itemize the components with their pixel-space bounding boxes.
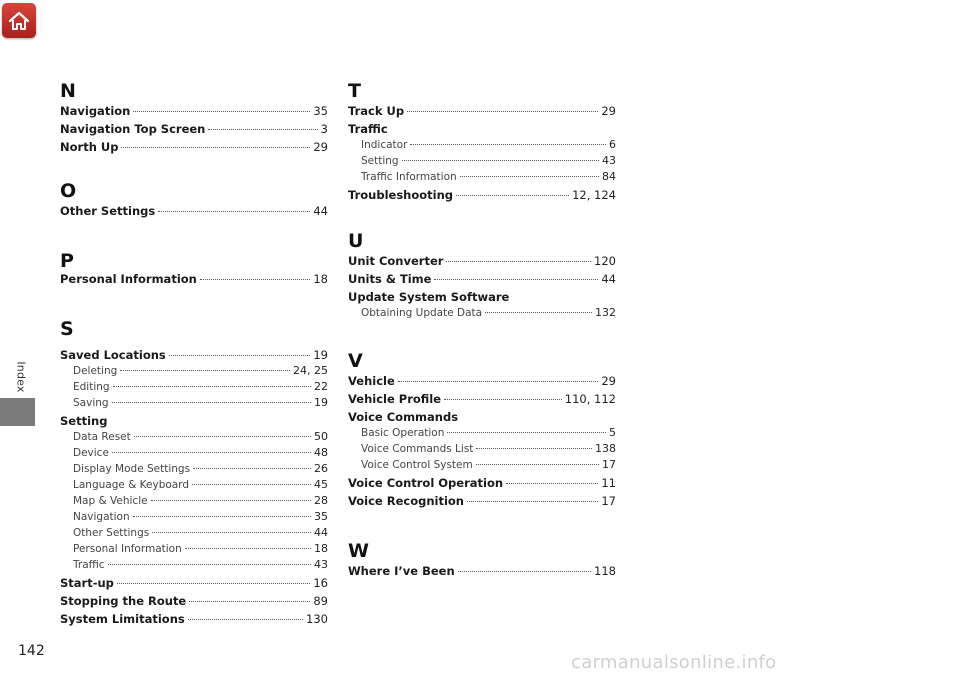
entry-page-link[interactable]: 11 xyxy=(601,476,616,490)
index-letter-heading: V xyxy=(348,350,363,372)
entry-term: Other Settings xyxy=(73,527,150,539)
entry-page-link[interactable]: 18 xyxy=(314,542,328,555)
index-subentry[interactable] xyxy=(73,446,328,459)
dot-leader xyxy=(456,195,569,196)
entry-term: Navigation xyxy=(60,104,131,118)
dot-leader xyxy=(185,548,311,549)
entry-page-link[interactable]: 22 xyxy=(314,380,328,393)
side-label-text: Index xyxy=(14,361,28,393)
index-entry[interactable] xyxy=(348,494,616,508)
dot-leader xyxy=(121,147,310,148)
entry-page-link[interactable]: 44 xyxy=(601,272,616,286)
index-subentry[interactable] xyxy=(73,526,328,539)
entry-page-link[interactable]: 43 xyxy=(602,154,616,167)
dot-leader xyxy=(402,160,599,161)
entry-term: Navigation xyxy=(73,511,130,523)
index-entry[interactable] xyxy=(348,374,616,388)
index-entry[interactable] xyxy=(60,414,328,428)
entry-term: Update System Software xyxy=(348,290,510,304)
entry-page-link[interactable]: 16 xyxy=(313,576,328,590)
index-letter-heading: O xyxy=(60,180,77,202)
entry-page-link[interactable]: 35 xyxy=(314,510,328,523)
entry-term: Vehicle xyxy=(348,374,395,388)
entry-page-link[interactable]: 48 xyxy=(314,446,328,459)
entry-page-link[interactable]: 35 xyxy=(313,104,328,118)
entry-term: Voice Commands List xyxy=(361,443,474,455)
dot-leader xyxy=(506,483,598,484)
entry-page-link[interactable]: 29 xyxy=(313,140,328,154)
entry-term: Data Reset xyxy=(73,431,131,443)
index-entry[interactable] xyxy=(348,410,616,424)
index-subentry[interactable] xyxy=(73,558,328,571)
entry-page-link[interactable]: 28 xyxy=(314,494,328,507)
dot-leader xyxy=(410,144,606,145)
dot-leader xyxy=(398,381,599,382)
dot-leader xyxy=(151,500,311,501)
index-entry[interactable] xyxy=(348,122,616,136)
side-section-label xyxy=(4,357,38,397)
dot-leader xyxy=(407,111,598,112)
entry-term: Map & Vehicle xyxy=(73,495,148,507)
entry-page-link[interactable]: 5 xyxy=(609,426,616,439)
entry-term: Obtaining Update Data xyxy=(361,307,483,319)
dot-leader xyxy=(189,601,310,602)
index-tab-marker[interactable] xyxy=(0,398,35,426)
entry-term: Traffic xyxy=(348,122,388,136)
entry-page-link[interactable]: 110, 112 xyxy=(564,392,616,406)
entry-page-link[interactable]: 12, 124 xyxy=(572,188,616,202)
index-subentry[interactable] xyxy=(73,494,328,507)
entry-page-link[interactable]: 44 xyxy=(314,526,328,539)
dot-leader xyxy=(188,619,303,620)
index-subentry[interactable] xyxy=(73,364,328,377)
entry-term: Indicator xyxy=(361,139,408,151)
index-subentry[interactable] xyxy=(73,510,328,523)
dot-leader xyxy=(134,436,311,437)
index-entry[interactable] xyxy=(348,104,616,118)
entry-term: System Limitations xyxy=(60,612,185,626)
entry-page-link[interactable]: 17 xyxy=(602,458,616,471)
dot-leader xyxy=(476,464,599,465)
dot-leader xyxy=(434,279,598,280)
index-subentry[interactable] xyxy=(361,170,616,183)
index-subentry[interactable] xyxy=(73,380,328,393)
entry-term: Setting xyxy=(361,155,399,167)
entry-page-link[interactable]: 19 xyxy=(314,396,328,409)
entry-term: Saved Locations xyxy=(60,348,166,362)
index-entry[interactable] xyxy=(60,272,328,286)
index-entry[interactable] xyxy=(348,188,616,202)
entry-term: Device xyxy=(73,447,109,459)
entry-term: Track Up xyxy=(348,104,405,118)
dot-leader xyxy=(169,355,311,356)
index-letter-heading: P xyxy=(60,250,74,272)
entry-page-link[interactable]: 120 xyxy=(594,254,616,268)
entry-term: Traffic xyxy=(73,559,105,571)
index-entry[interactable] xyxy=(60,122,328,136)
index-subentry[interactable] xyxy=(361,458,616,471)
entry-page-link[interactable]: 45 xyxy=(314,478,328,491)
dot-leader xyxy=(112,402,311,403)
entry-term: Setting xyxy=(60,414,108,428)
index-letter-heading: W xyxy=(348,540,369,562)
dot-leader xyxy=(200,279,311,280)
entry-page-link[interactable]: 43 xyxy=(314,558,328,571)
dot-leader xyxy=(467,501,598,502)
entry-page-link[interactable]: 19 xyxy=(313,348,328,362)
entry-term: Vehicle Profile xyxy=(348,392,442,406)
entry-page-link[interactable]: 89 xyxy=(313,594,328,608)
dot-leader xyxy=(113,386,311,387)
entry-page-link[interactable]: 118 xyxy=(594,564,616,578)
entry-term: Voice Recognition xyxy=(348,494,464,508)
entry-term: Unit Converter xyxy=(348,254,444,268)
watermark: carmanualsonline.info xyxy=(571,652,777,673)
entry-page-link[interactable]: 130 xyxy=(306,612,328,626)
index-entry[interactable] xyxy=(348,272,616,286)
index-letter-heading: N xyxy=(60,80,76,102)
dot-leader xyxy=(108,564,311,565)
entry-term: Basic Operation xyxy=(361,427,445,439)
dot-leader xyxy=(112,452,311,453)
index-entry[interactable] xyxy=(60,204,328,218)
entry-page-link[interactable]: 6 xyxy=(609,138,616,151)
index-letter-heading: S xyxy=(60,318,74,340)
entry-term: Voice Control Operation xyxy=(348,476,504,490)
dot-leader xyxy=(133,516,311,517)
dot-leader xyxy=(192,484,311,485)
dot-leader xyxy=(458,571,591,572)
index-entry[interactable] xyxy=(348,254,616,268)
entry-page-link[interactable]: 29 xyxy=(601,104,616,118)
entry-term: Personal Information xyxy=(60,272,197,286)
index-letter-heading: U xyxy=(348,230,364,252)
index-entry[interactable] xyxy=(348,290,616,304)
index-entry[interactable] xyxy=(60,140,328,154)
index-subentry[interactable] xyxy=(73,542,328,555)
entry-term: Display Mode Settings xyxy=(73,463,191,475)
entry-page-link[interactable]: 84 xyxy=(602,170,616,183)
entry-term: Troubleshooting xyxy=(348,188,454,202)
index-subentry[interactable] xyxy=(73,462,328,475)
entry-page-link[interactable]: 138 xyxy=(595,442,616,455)
entry-page-link[interactable]: 3 xyxy=(320,122,328,136)
dot-leader xyxy=(193,468,311,469)
index-entry[interactable] xyxy=(60,348,328,362)
index-subentry[interactable] xyxy=(361,154,616,167)
index-entry[interactable] xyxy=(60,576,328,590)
entry-page-link[interactable]: 50 xyxy=(314,430,328,443)
dot-leader xyxy=(444,399,562,400)
index-subentry[interactable] xyxy=(361,426,616,439)
index-entry[interactable] xyxy=(60,612,328,626)
index-entry[interactable] xyxy=(60,594,328,608)
entry-page-link[interactable]: 44 xyxy=(313,204,328,218)
entry-term: North Up xyxy=(60,140,119,154)
page-number: 142 xyxy=(18,643,45,659)
dot-leader xyxy=(485,312,592,313)
entry-term: Stopping the Route xyxy=(60,594,187,608)
index-subentry[interactable] xyxy=(361,442,616,455)
index-entry[interactable] xyxy=(348,564,616,578)
dot-leader xyxy=(208,129,317,130)
dot-leader xyxy=(120,370,290,371)
index-entry[interactable] xyxy=(348,392,616,406)
dot-leader xyxy=(152,532,311,533)
entry-page-link[interactable]: 29 xyxy=(601,374,616,388)
dot-leader xyxy=(476,448,592,449)
index-subentry[interactable] xyxy=(73,396,328,409)
index-subentry[interactable] xyxy=(73,478,328,491)
entry-term: Voice Commands xyxy=(348,410,459,424)
entry-term: Saving xyxy=(73,397,109,409)
dot-leader xyxy=(460,176,599,177)
index-letter-heading: T xyxy=(348,80,361,102)
index-subentry[interactable] xyxy=(361,138,616,151)
entry-term: Traffic Information xyxy=(361,171,457,183)
dot-leader xyxy=(133,111,310,112)
dot-leader xyxy=(158,211,310,212)
entry-term: Units & Time xyxy=(348,272,432,286)
entry-term: Language & Keyboard xyxy=(73,479,190,491)
index-entry[interactable] xyxy=(348,476,616,490)
entry-page-link[interactable]: 17 xyxy=(601,494,616,508)
entry-term: Navigation Top Screen xyxy=(60,122,206,136)
entry-term: Where I’ve Been xyxy=(348,564,455,578)
dot-leader xyxy=(447,432,606,433)
index-entry[interactable] xyxy=(60,104,328,118)
dot-leader xyxy=(446,261,591,262)
home-button[interactable] xyxy=(2,3,36,38)
index-subentry[interactable] xyxy=(73,430,328,443)
entry-page-link[interactable]: 18 xyxy=(313,272,328,286)
entry-term: Deleting xyxy=(73,365,118,377)
entry-page-link[interactable]: 132 xyxy=(595,306,616,319)
entry-term: Voice Control System xyxy=(361,459,473,471)
entry-term: Start-up xyxy=(60,576,114,590)
index-subentry[interactable] xyxy=(361,306,616,319)
home-icon xyxy=(7,10,31,32)
entry-page-link[interactable]: 26 xyxy=(314,462,328,475)
entry-page-link[interactable]: 24, 25 xyxy=(293,364,328,377)
entry-term: Other Settings xyxy=(60,204,156,218)
entry-term: Personal Information xyxy=(73,543,182,555)
dot-leader xyxy=(117,583,310,584)
entry-term: Editing xyxy=(73,381,110,393)
